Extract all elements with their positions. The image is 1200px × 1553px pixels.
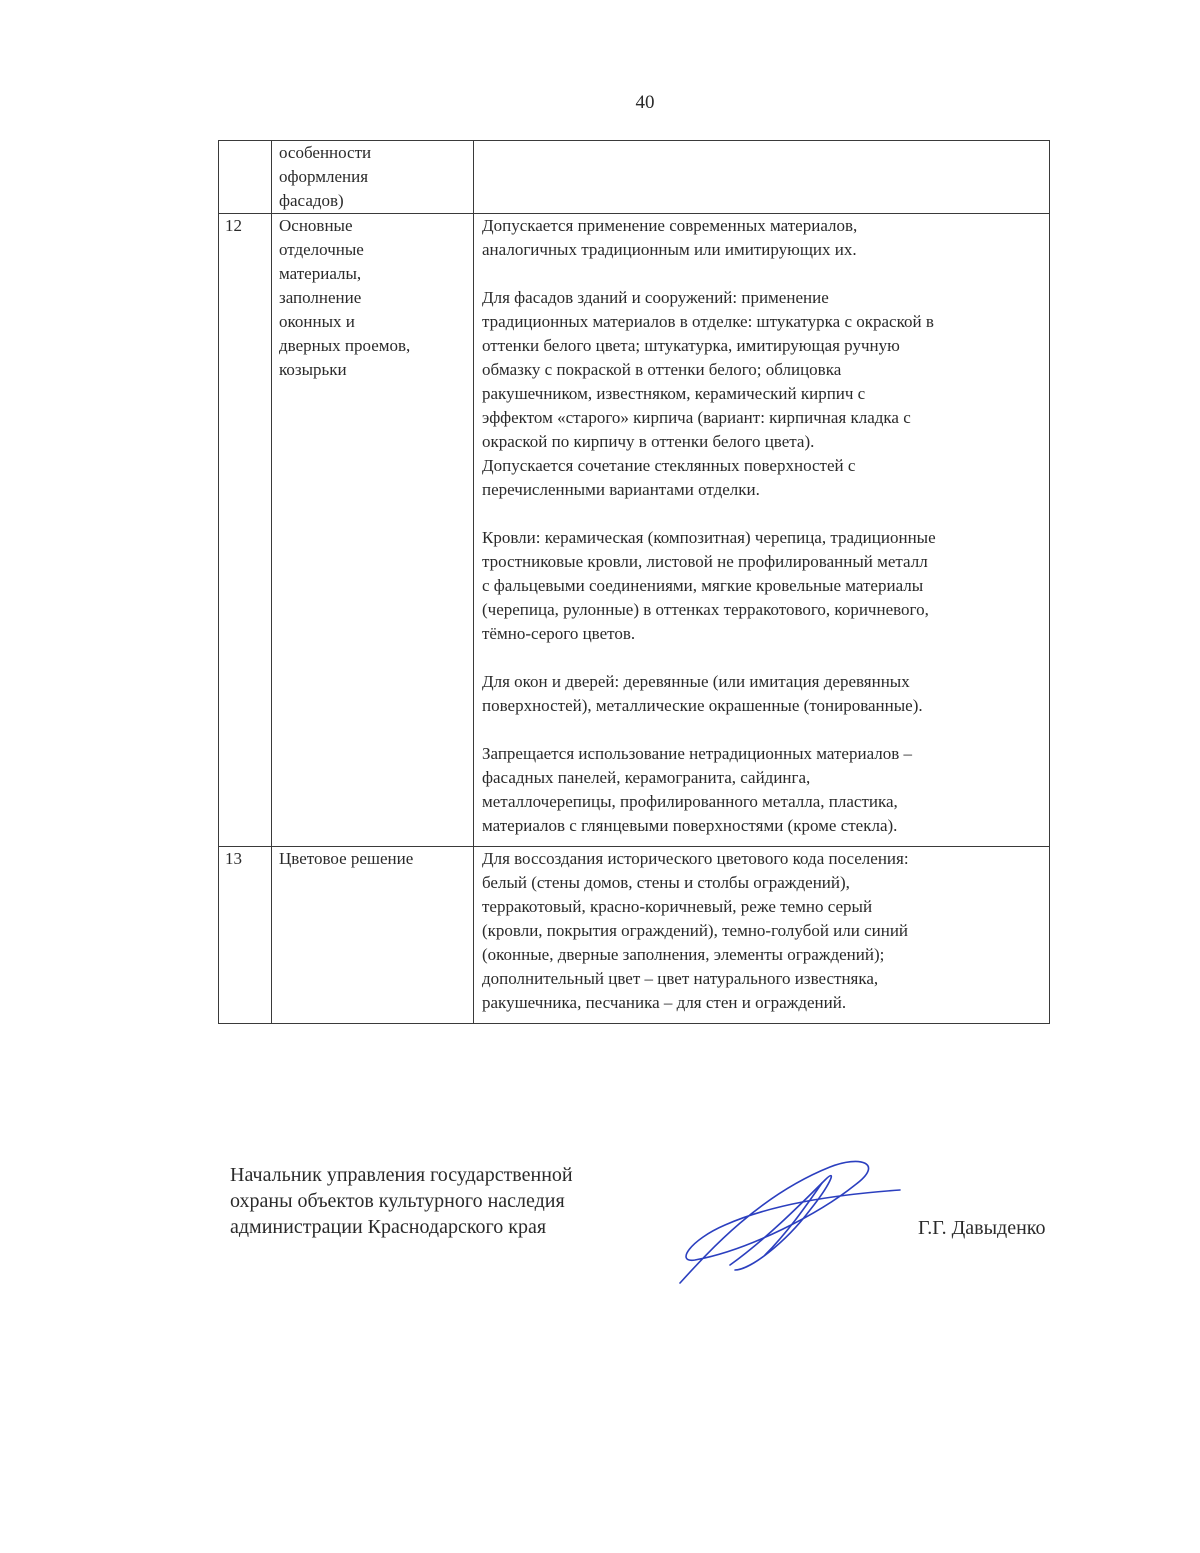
- row-description: [474, 847, 1050, 1024]
- row-name-line: козырьки: [279, 360, 347, 379]
- description-paragraph: [482, 526, 1043, 646]
- row-name: [272, 214, 474, 847]
- signatory-title-line: охраны объектов культурного наследия: [230, 1190, 565, 1212]
- table-row: [219, 214, 1050, 847]
- description-line: тёмно-серого цветов.: [482, 624, 636, 643]
- requirements-table: [218, 140, 1050, 1024]
- signatory-title: [230, 1162, 690, 1240]
- description-line: терракотовый, красно-коричневый, реже темно серый: [482, 897, 873, 916]
- description-line: традиционных материалов в отделке: штукатурка с окраской в: [482, 312, 934, 331]
- row-name-line: заполнение: [279, 288, 362, 307]
- signature-strokes: [680, 1161, 900, 1283]
- description-line: (оконные, дверные заполнения, элементы ограждений);: [482, 945, 885, 964]
- row-name-line: оформления: [279, 167, 369, 186]
- description-line: эффектом «старого» кирпича (вариант: кирпичная кладка с: [482, 408, 911, 427]
- description-line: ракушечника, песчаника – для стен и ограждений.: [482, 993, 847, 1012]
- description-line: (кровли, покрытия ограждений), темно-голубой или синий: [482, 921, 909, 940]
- description-line: (черепица, рулонные) в оттенках терракотового, коричневого,: [482, 600, 929, 619]
- row-name-line: оконных и: [279, 312, 355, 331]
- row-name-line: Цветовое решение: [279, 849, 414, 868]
- signer-name: Г.Г. Давыденко: [918, 1217, 1046, 1239]
- row-name-line: особенности: [279, 143, 372, 162]
- description-line: окраской по кирпичу в оттенки белого цвета).: [482, 432, 815, 451]
- page-number: 40: [635, 92, 655, 113]
- row-name-line: материалы,: [279, 264, 362, 283]
- description-line: тростниковые кровли, листовой не профилированный металл: [482, 552, 928, 571]
- description-paragraph: [482, 847, 1043, 1015]
- description-paragraph: [482, 454, 1043, 502]
- row-number: [219, 141, 272, 214]
- description-line: поверхностей), металлические окрашенные (тонированные).: [482, 696, 923, 715]
- description-line: дополнительный цвет – цвет натурального известняка,: [482, 969, 879, 988]
- description-line: оттенки белого цвета; штукатурка, имитирующая ручную: [482, 336, 900, 355]
- row-number: 12: [219, 214, 272, 847]
- description-line: Для воссоздания исторического цветового кода поселения:: [482, 849, 909, 868]
- description-line: обмазку с покраской в оттенки белого; облицовка: [482, 360, 842, 379]
- description-line: Кровли: керамическая (композитная) черепица, традиционные: [482, 528, 936, 547]
- description-line: фасадных панелей, керамогранита, сайдинга,: [482, 768, 811, 787]
- signatory-title-line: администрации Краснодарского края: [230, 1216, 547, 1238]
- description-line: металлочерепицы, профилированного металла, пластика,: [482, 792, 898, 811]
- description-line: белый (стены домов, стены и столбы ограждений),: [482, 873, 850, 892]
- description-line: Допускается применение современных материалов,: [482, 216, 858, 235]
- table-row: [219, 847, 1050, 1024]
- table-body: [219, 141, 1050, 1024]
- description-line: материалов с глянцевыми поверхностями (кроме стекла).: [482, 816, 898, 835]
- description-paragraph: [482, 670, 1043, 718]
- description-paragraph: [482, 286, 1043, 454]
- description-paragraph: [482, 742, 1043, 838]
- row-name-line: отделочные: [279, 240, 364, 259]
- handwritten-signature: [670, 1155, 910, 1290]
- row-name: [272, 141, 474, 214]
- description-line: аналогичных традиционным или имитирующих их.: [482, 240, 857, 259]
- row-name: [272, 847, 474, 1024]
- description-line: ракушечником, известняком, керамический кирпич с: [482, 384, 866, 403]
- description-line: Для фасадов зданий и сооружений: применение: [482, 288, 829, 307]
- signatory-title-line: Начальник управления государственной: [230, 1164, 573, 1186]
- description-line: Допускается сочетание стеклянных поверхностей с: [482, 456, 856, 475]
- row-name-line: Основные: [279, 216, 353, 235]
- row-number: 13: [219, 847, 272, 1024]
- description-line: перечисленными вариантами отделки.: [482, 480, 760, 499]
- table-row: [219, 141, 1050, 214]
- description-line: Для окон и дверей: деревянные (или имитация деревянных: [482, 672, 910, 691]
- description-line: с фальцевыми соединениями, мягкие кровельные материалы: [482, 576, 924, 595]
- description-paragraph: [482, 214, 1043, 262]
- row-name-line: дверных проемов,: [279, 336, 411, 355]
- row-description: [474, 214, 1050, 847]
- row-name-line: фасадов): [279, 191, 344, 210]
- description-line: Запрещается использование нетрадиционных материалов –: [482, 744, 913, 763]
- row-description: [474, 141, 1050, 214]
